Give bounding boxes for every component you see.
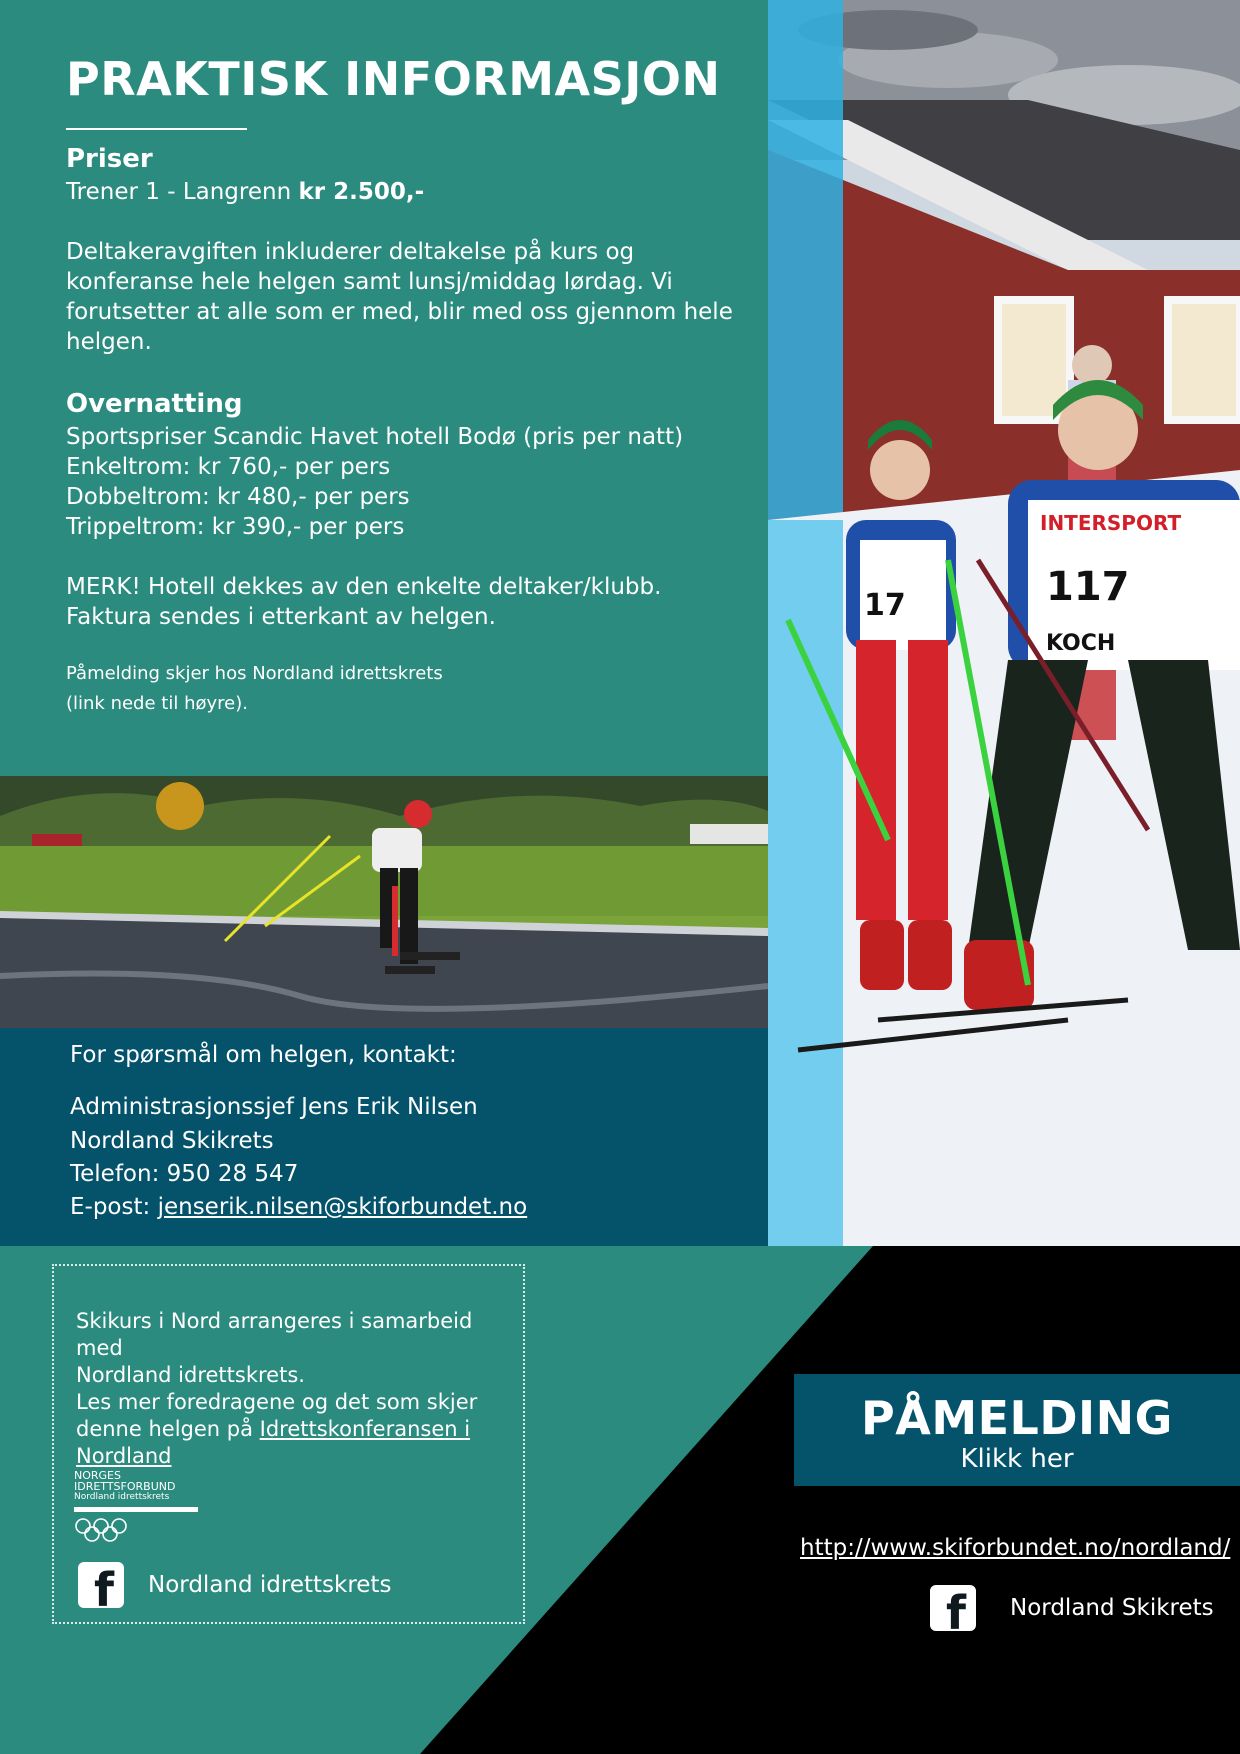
accommodation-line: Sportspriser Scandic Havet hotell Bodø (pris per natt) (66, 424, 684, 450)
bib-number-left: 17 (864, 588, 906, 623)
prices-heading: Priser (66, 144, 153, 174)
price-value: kr 2.500,- (298, 179, 425, 205)
partner-line: Skikurs i Nord arrangeres i samarbeid med (76, 1309, 473, 1360)
website-link-wrapper (800, 1535, 1230, 1561)
conference-link[interactable]: Idrettskonferansen i (259, 1417, 471, 1441)
fee-line: forutsetter at alle som er med, blir med oss gjennom hele (66, 299, 733, 325)
contact-phone: Telefon: 950 28 547 (70, 1161, 299, 1187)
sponsor-bottom: KOCH (1046, 631, 1116, 656)
logo-line-3: Nordland idrettskrets (74, 1492, 170, 1502)
partner-text (76, 1308, 516, 1470)
practical-info-panel (0, 0, 768, 776)
ski-race-photo (768, 0, 1240, 1246)
registration-button-title: PÅMELDING (861, 1391, 1173, 1445)
page-title: PRAKTISK INFORMASJON (66, 52, 721, 106)
email-link[interactable]: jenserik.nilsen@skiforbundet.no (157, 1194, 528, 1220)
partner-line-text: denne helgen på (76, 1417, 253, 1441)
fee-description (66, 237, 746, 357)
website-link[interactable]: http://www.skiforbundet.no/nordland/ (800, 1535, 1231, 1561)
accommodation-line: Trippeltrom: kr 390,- per pers (66, 514, 405, 540)
facebook-icon: f (930, 1585, 976, 1631)
title-underline (66, 128, 247, 130)
fee-line: Deltakeravgiften inkluderer deltakelse på kurs og (66, 239, 635, 265)
hotel-note (66, 572, 746, 632)
roller-ski-photo (0, 776, 768, 1028)
registration-line: Påmelding skjer hos Nordland idrettskrets (66, 663, 443, 684)
partner-line (76, 1443, 516, 1470)
registration-button[interactable] (794, 1374, 1240, 1486)
facebook-label: Nordland idrettskrets (148, 1572, 392, 1598)
fee-line: helgen. (66, 329, 152, 355)
roller-ski-illustration (0, 776, 768, 1028)
contact-email-line (70, 1194, 527, 1220)
logo-line-1: NORGES (74, 1469, 121, 1482)
logo-line-2: IDRETTSFORBUND (74, 1480, 176, 1493)
registration-button-subtitle: Klikk her (960, 1444, 1074, 1474)
contact-org: Nordland Skikrets (70, 1128, 274, 1154)
contact-name: Administrasjonssjef Jens Erik Nilsen (70, 1094, 478, 1120)
nif-logo (74, 1470, 214, 1547)
facebook-icon: f (78, 1562, 124, 1608)
partner-line: Nordland idrettskrets. (76, 1363, 305, 1387)
registration-info (66, 659, 746, 719)
logo-bar (74, 1507, 198, 1512)
note-line: MERK! Hotell dekkes av den enkelte deltaker/klubb. (66, 574, 662, 600)
sponsor-top: INTERSPORT (1040, 511, 1182, 535)
partner-info-box (52, 1264, 525, 1624)
partner-line (76, 1416, 516, 1443)
bottom-section (0, 1246, 1240, 1754)
bib-number-right: 117 (1046, 564, 1130, 610)
contact-intro: For spørsmål om helgen, kontakt: (70, 1042, 457, 1068)
facebook-link-skikrets[interactable] (930, 1585, 1214, 1631)
email-label: E-post: (70, 1194, 151, 1220)
registration-line: (link nede til høyre). (66, 693, 248, 714)
partner-line: Les mer foredragene og det som skjer (76, 1390, 478, 1414)
accommodation-heading: Overnatting (66, 389, 243, 419)
facebook-label: Nordland Skikrets (1010, 1595, 1214, 1621)
facebook-link-idrettskrets[interactable] (78, 1562, 391, 1608)
ski-race-illustration (768, 0, 1240, 1246)
fee-line: konferanse hele helgen samt lunsj/middag lørdag. Vi (66, 269, 673, 295)
note-line: Faktura sendes i etterkant av helgen. (66, 604, 496, 630)
accommodation-line: Enkeltrom: kr 760,- per pers (66, 454, 391, 480)
accommodation-line: Dobbeltrom: kr 480,- per pers (66, 484, 410, 510)
conference-link-cont[interactable]: Nordland (76, 1444, 172, 1468)
accommodation-list (66, 422, 746, 542)
contact-section (0, 1028, 768, 1246)
olympic-rings-icon (74, 1517, 128, 1543)
price-label: Trener 1 - Langrenn (66, 179, 292, 205)
price-line (66, 177, 424, 207)
